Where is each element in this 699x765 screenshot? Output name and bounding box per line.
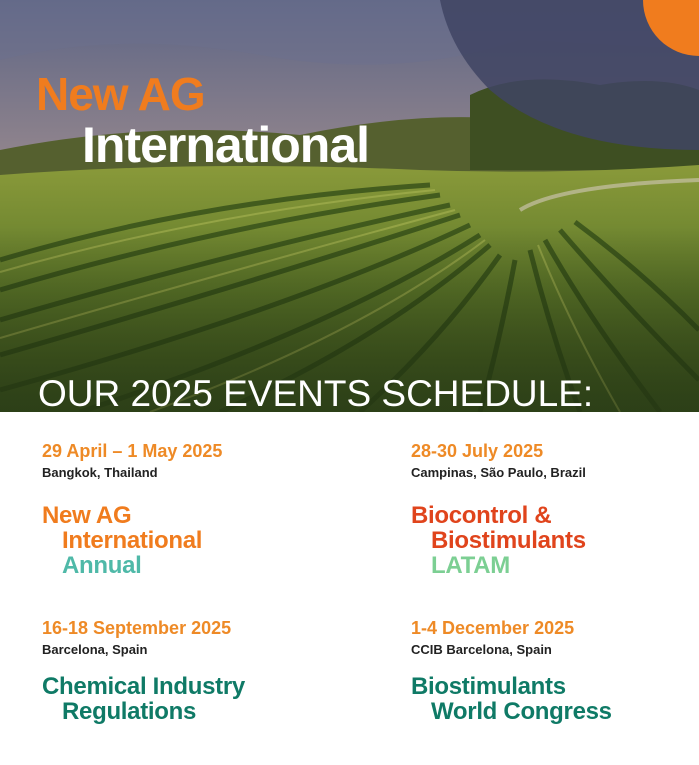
event-title-line: Annual (62, 552, 142, 579)
event-date: 28-30 July 2025 (411, 441, 544, 461)
event-title (411, 503, 586, 578)
event-location: Campinas, São Paulo, Brazil (411, 465, 586, 480)
event-location: Bangkok, Thailand (42, 465, 158, 480)
event-location: CCIB Barcelona, Spain (411, 642, 552, 657)
event-title (42, 503, 222, 578)
brand-line-1: New AG (36, 68, 205, 120)
event-title-line: LATAM (431, 552, 510, 579)
schedule-title: OUR 2025 EVENTS SCHEDULE: (38, 373, 594, 412)
event-card-biostimulants-world-congress[interactable] (411, 617, 612, 724)
event-date: 29 April – 1 May 2025 (42, 441, 223, 461)
event-date: 1-4 December 2025 (411, 618, 575, 638)
brand-logo (36, 70, 369, 172)
event-title (411, 674, 612, 724)
event-title-line: Regulations (62, 698, 197, 725)
event-title-line: World Congress (431, 698, 612, 725)
event-title-line: Biostimulants (411, 673, 566, 700)
event-card-new-ag-annual[interactable] (42, 440, 222, 578)
brand-line-2: International (82, 117, 370, 173)
event-title (42, 674, 245, 724)
event-title-line: Chemical Industry (42, 673, 245, 700)
event-location: Barcelona, Spain (42, 642, 148, 657)
event-title-line: International (62, 527, 203, 554)
event-title-line: New AG (42, 502, 132, 529)
event-card-biocontrol-latam[interactable] (411, 440, 586, 578)
event-card-chemical-industry-regulations[interactable] (42, 617, 245, 724)
event-title-line: Biostimulants (431, 527, 586, 554)
event-title-line: Biocontrol & (411, 502, 552, 529)
event-date: 16-18 September 2025 (42, 618, 232, 638)
